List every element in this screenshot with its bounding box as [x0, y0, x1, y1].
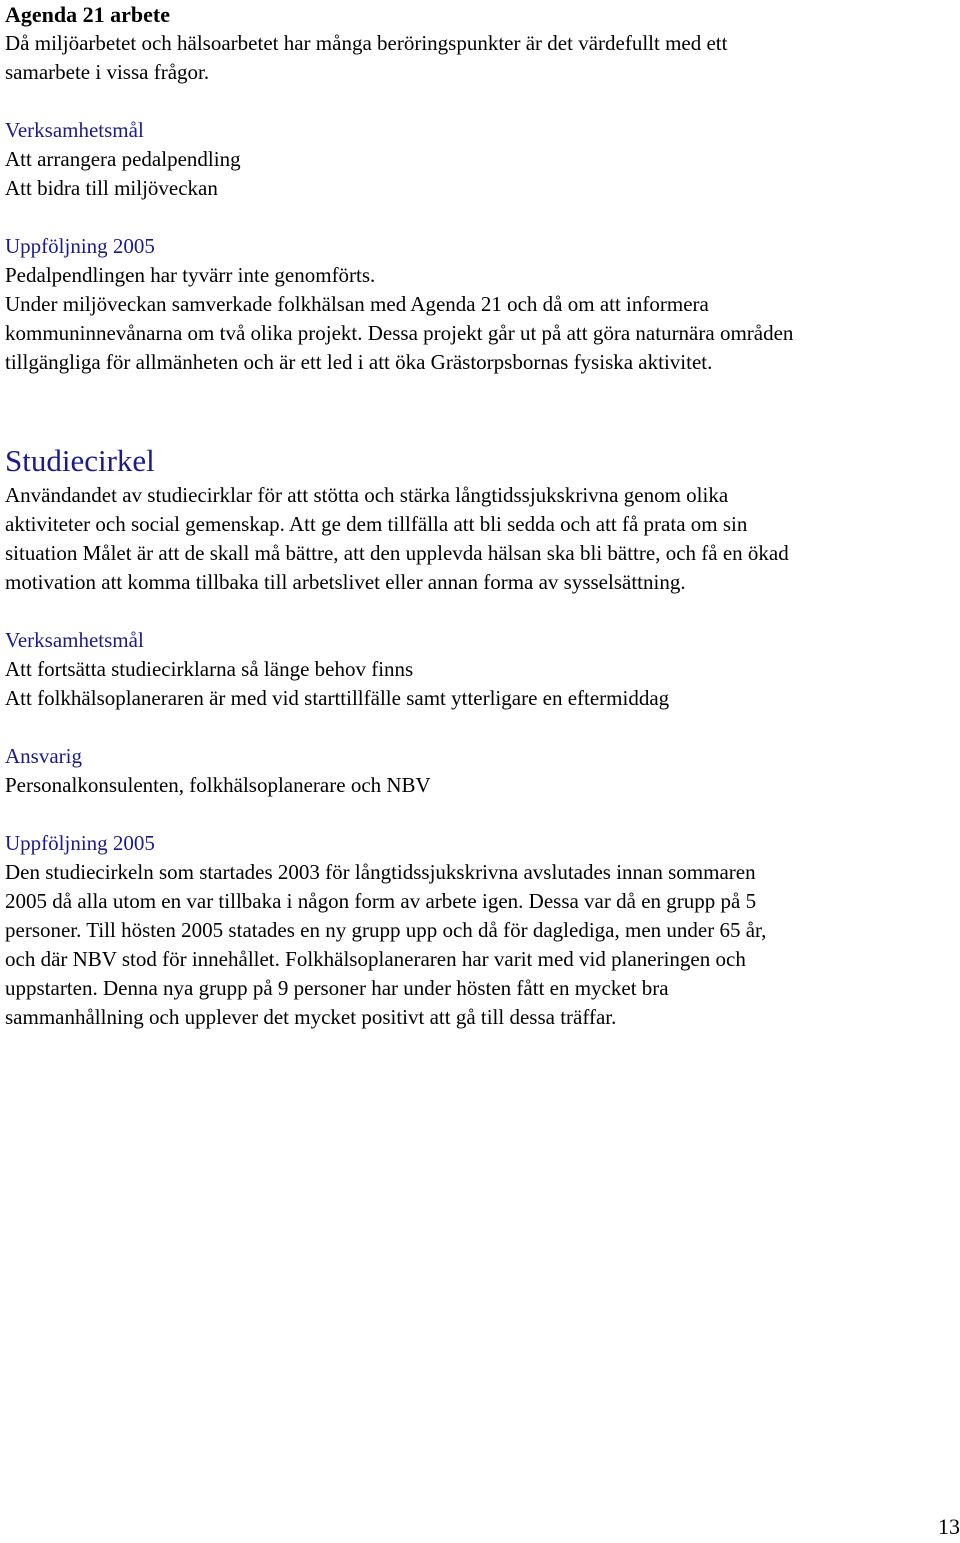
paragraph-line: Då miljöarbetet och hälsoarbetet har många beröringspunkter är det värdefullt med ett	[5, 31, 728, 55]
paragraph-line: situation Målet är att de skall må bättre, att den upplevda hälsan ska bli bättre, och få en ökad	[5, 541, 789, 565]
subheading-uppfoljning: Uppföljning 2005	[5, 234, 155, 258]
paragraph-line: Under miljöveckan samverkade folkhälsan med Agenda 21 och då om att informera	[5, 292, 709, 316]
document-page	[5, 0, 955, 1032]
paragraph-line: personer. Till hösten 2005 statades en ny grupp upp och då för daglediga, men under 65 år,	[5, 918, 767, 942]
goal-item: Att bidra till miljöveckan	[5, 176, 218, 200]
goal-item: Att arrangera pedalpendling	[5, 147, 241, 171]
paragraph-line: 2005 då alla utom en var tillbaka i någon form av arbete igen. Dessa var då en grupp på 5	[5, 889, 757, 913]
subheading-verksamhetsmal: Verksamhetsmål	[5, 118, 144, 142]
paragraph-line	[5, 510, 955, 539]
paragraph-line: sammanhållning och upplever det mycket positivt att gå till dessa träffar.	[5, 1005, 617, 1029]
paragraph-line: tillgängliga för allmänheten och är ett led i att öka Grästorpsbornas fysiska aktivitet.	[5, 350, 713, 374]
paragraph-line: samarbete i vissa frågor.	[5, 60, 210, 84]
paragraph-line: Användandet av studiecirklar för att stötta och stärka långtidssjukskrivna genom olika	[5, 483, 729, 507]
section-heading-agenda21: Agenda 21 arbete	[5, 2, 170, 27]
paragraph-line: Den studiecirkeln som startades 2003 för långtidssjukskrivna avslutades innan sommaren	[5, 860, 756, 884]
paragraph-line	[5, 319, 955, 348]
text-run: kommuninnevånarna om två olika projekt.	[5, 321, 363, 345]
paragraph-line: Pedalpendlingen har tyvärr inte genomförts.	[5, 263, 376, 287]
subheading-ansvarig: Ansvarig	[5, 744, 82, 768]
text-run: Att ge dem tillfälla att bli sedda och att få prata om sin	[284, 512, 748, 536]
paragraph-line: och där NBV stod för innehållet. Folkhälsoplaneraren har varit med vid planeringen och	[5, 947, 746, 971]
subheading-verksamhetsmal: Verksamhetsmål	[5, 628, 144, 652]
section-heading-studiecirkel: Studiecirkel	[5, 443, 155, 478]
text-run: aktiviteter och social gemenskap.	[5, 512, 285, 536]
section-agenda21	[5, 0, 955, 377]
text-run: Dessa projekt går ut på att göra naturnära områden	[362, 321, 794, 345]
section-studiecirkel	[5, 441, 955, 1032]
paragraph-line: uppstarten. Denna nya grupp på 9 personer har under hösten fått en mycket bra	[5, 976, 669, 1000]
paragraph-line: motivation att komma tillbaka till arbetslivet eller annan forma av sysselsättning.	[5, 570, 686, 594]
page-number: 13	[938, 1514, 960, 1539]
goal-item: Att fortsätta studiecirklarna så länge behov finns	[5, 657, 414, 681]
goal-item: Att folkhälsoplaneraren är med vid starttillfälle samt ytterligare en eftermiddag	[5, 686, 670, 710]
responsible-text: Personalkonsulenten, folkhälsoplanerare och NBV	[5, 773, 431, 797]
subheading-uppfoljning: Uppföljning 2005	[5, 831, 155, 855]
